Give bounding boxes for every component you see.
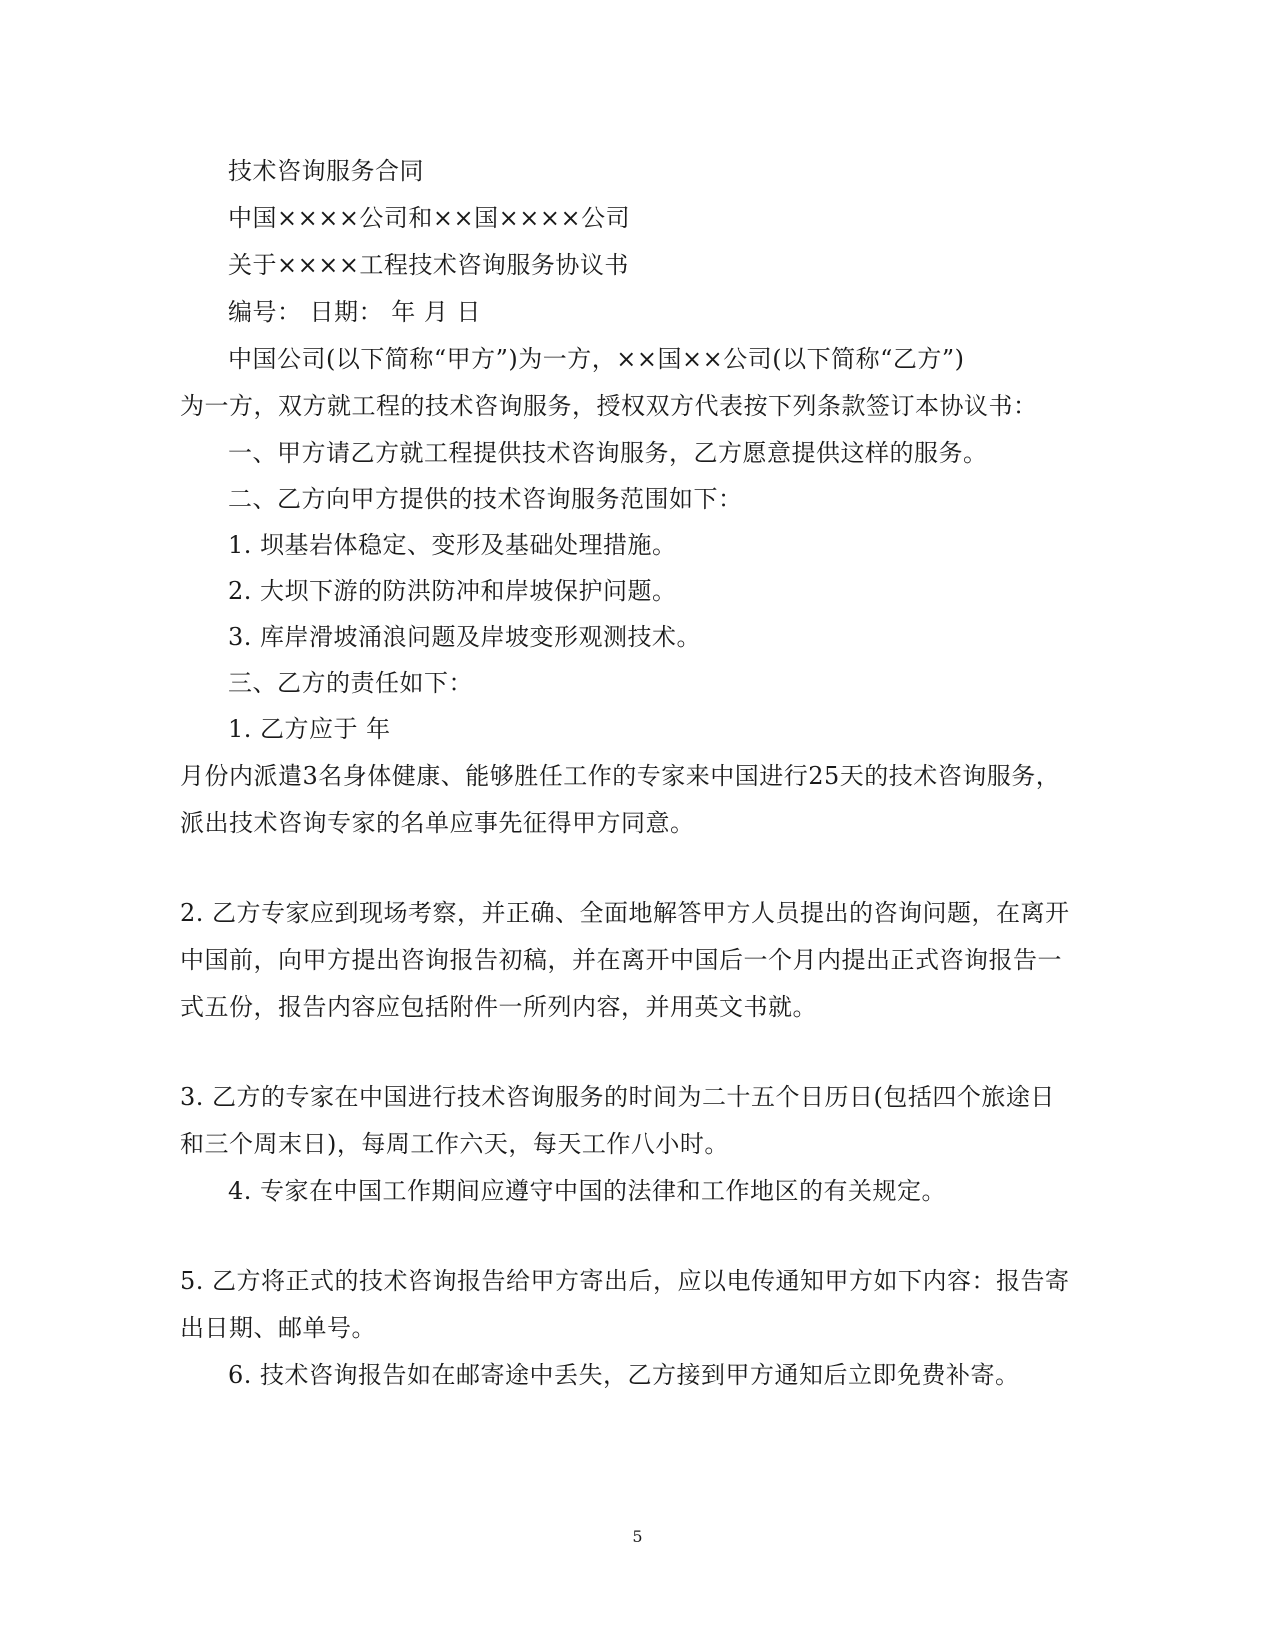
clause-2-item-3: 3. 库岸滑坡涌浪问题及岸坡变形观测技术。 [228, 623, 702, 651]
clause-1: 一、甲方请乙方就工程提供技术咨询服务，乙方愿意提供这样的服务。 [228, 439, 988, 467]
number-date-line: 编号： 日期： 年 月 日 [228, 298, 482, 326]
clause-3-item-1-line-3: 派出技术咨询专家的名单应事先征得甲方同意。 [180, 809, 695, 837]
contract-title: 技术咨询服务合同 [228, 157, 424, 185]
clause-3-item-1-line-2: 月份内派遣3名身体健康、能够胜任工作的专家来中国进行25天的技术咨询服务， [180, 762, 1061, 790]
clause-3-item-6: 6. 技术咨询报告如在邮寄途中丢失，乙方接到甲方通知后立即免费补寄。 [228, 1361, 1020, 1389]
clause-3-item-3-line-2: 和三个周末日)，每周工作六天，每天工作八小时。 [180, 1130, 729, 1158]
parties-line: 中国××××公司和××国××××公司 [228, 204, 631, 232]
clause-3-item-1-line-1: 1. 乙方应于 年 [228, 715, 391, 743]
clause-3-item-3-line-1: 3. 乙方的专家在中国进行技术咨询服务的时间为二十五个日历日(包括四个旅途日 [180, 1083, 1055, 1111]
clause-3-item-5-line-2: 出日期、邮单号。 [180, 1314, 376, 1342]
clause-2-heading: 二、乙方向甲方提供的技术咨询服务范围如下： [228, 485, 743, 513]
clause-3-item-5-line-1: 5. 乙方将正式的技术咨询报告给甲方寄出后，应以电传通知甲方如下内容：报告寄 [180, 1267, 1070, 1295]
preamble-line-2: 为一方，双方就工程的技术咨询服务，授权双方代表按下列条款签订本协议书： [180, 392, 1038, 420]
clause-3-item-2-line-2: 中国前，向甲方提出咨询报告初稿，并在离开中国后一个月内提出正式咨询报告一 [180, 946, 1062, 974]
agreement-title: 关于××××工程技术咨询服务协议书 [228, 251, 629, 279]
clause-3-heading: 三、乙方的责任如下： [228, 669, 473, 697]
page-number: 5 [632, 1527, 643, 1546]
clause-2-item-2: 2. 大坝下游的防洪防冲和岸坡保护问题。 [228, 577, 677, 605]
clause-3-item-4: 4. 专家在中国工作期间应遵守中国的法律和工作地区的有关规定。 [228, 1177, 947, 1205]
clause-2-item-1: 1. 坝基岩体稳定、变形及基础处理措施。 [228, 531, 677, 559]
clause-3-item-2-line-1: 2. 乙方专家应到现场考察，并正确、全面地解答甲方人员提出的咨询问题，在离开 [180, 899, 1070, 927]
preamble-line-1: 中国公司(以下简称“甲方”)为一方，××国××公司(以下简称“乙方”) [228, 345, 965, 373]
clause-3-item-2-line-3: 式五份，报告内容应包括附件一所列内容，并用英文书就。 [180, 993, 817, 1021]
